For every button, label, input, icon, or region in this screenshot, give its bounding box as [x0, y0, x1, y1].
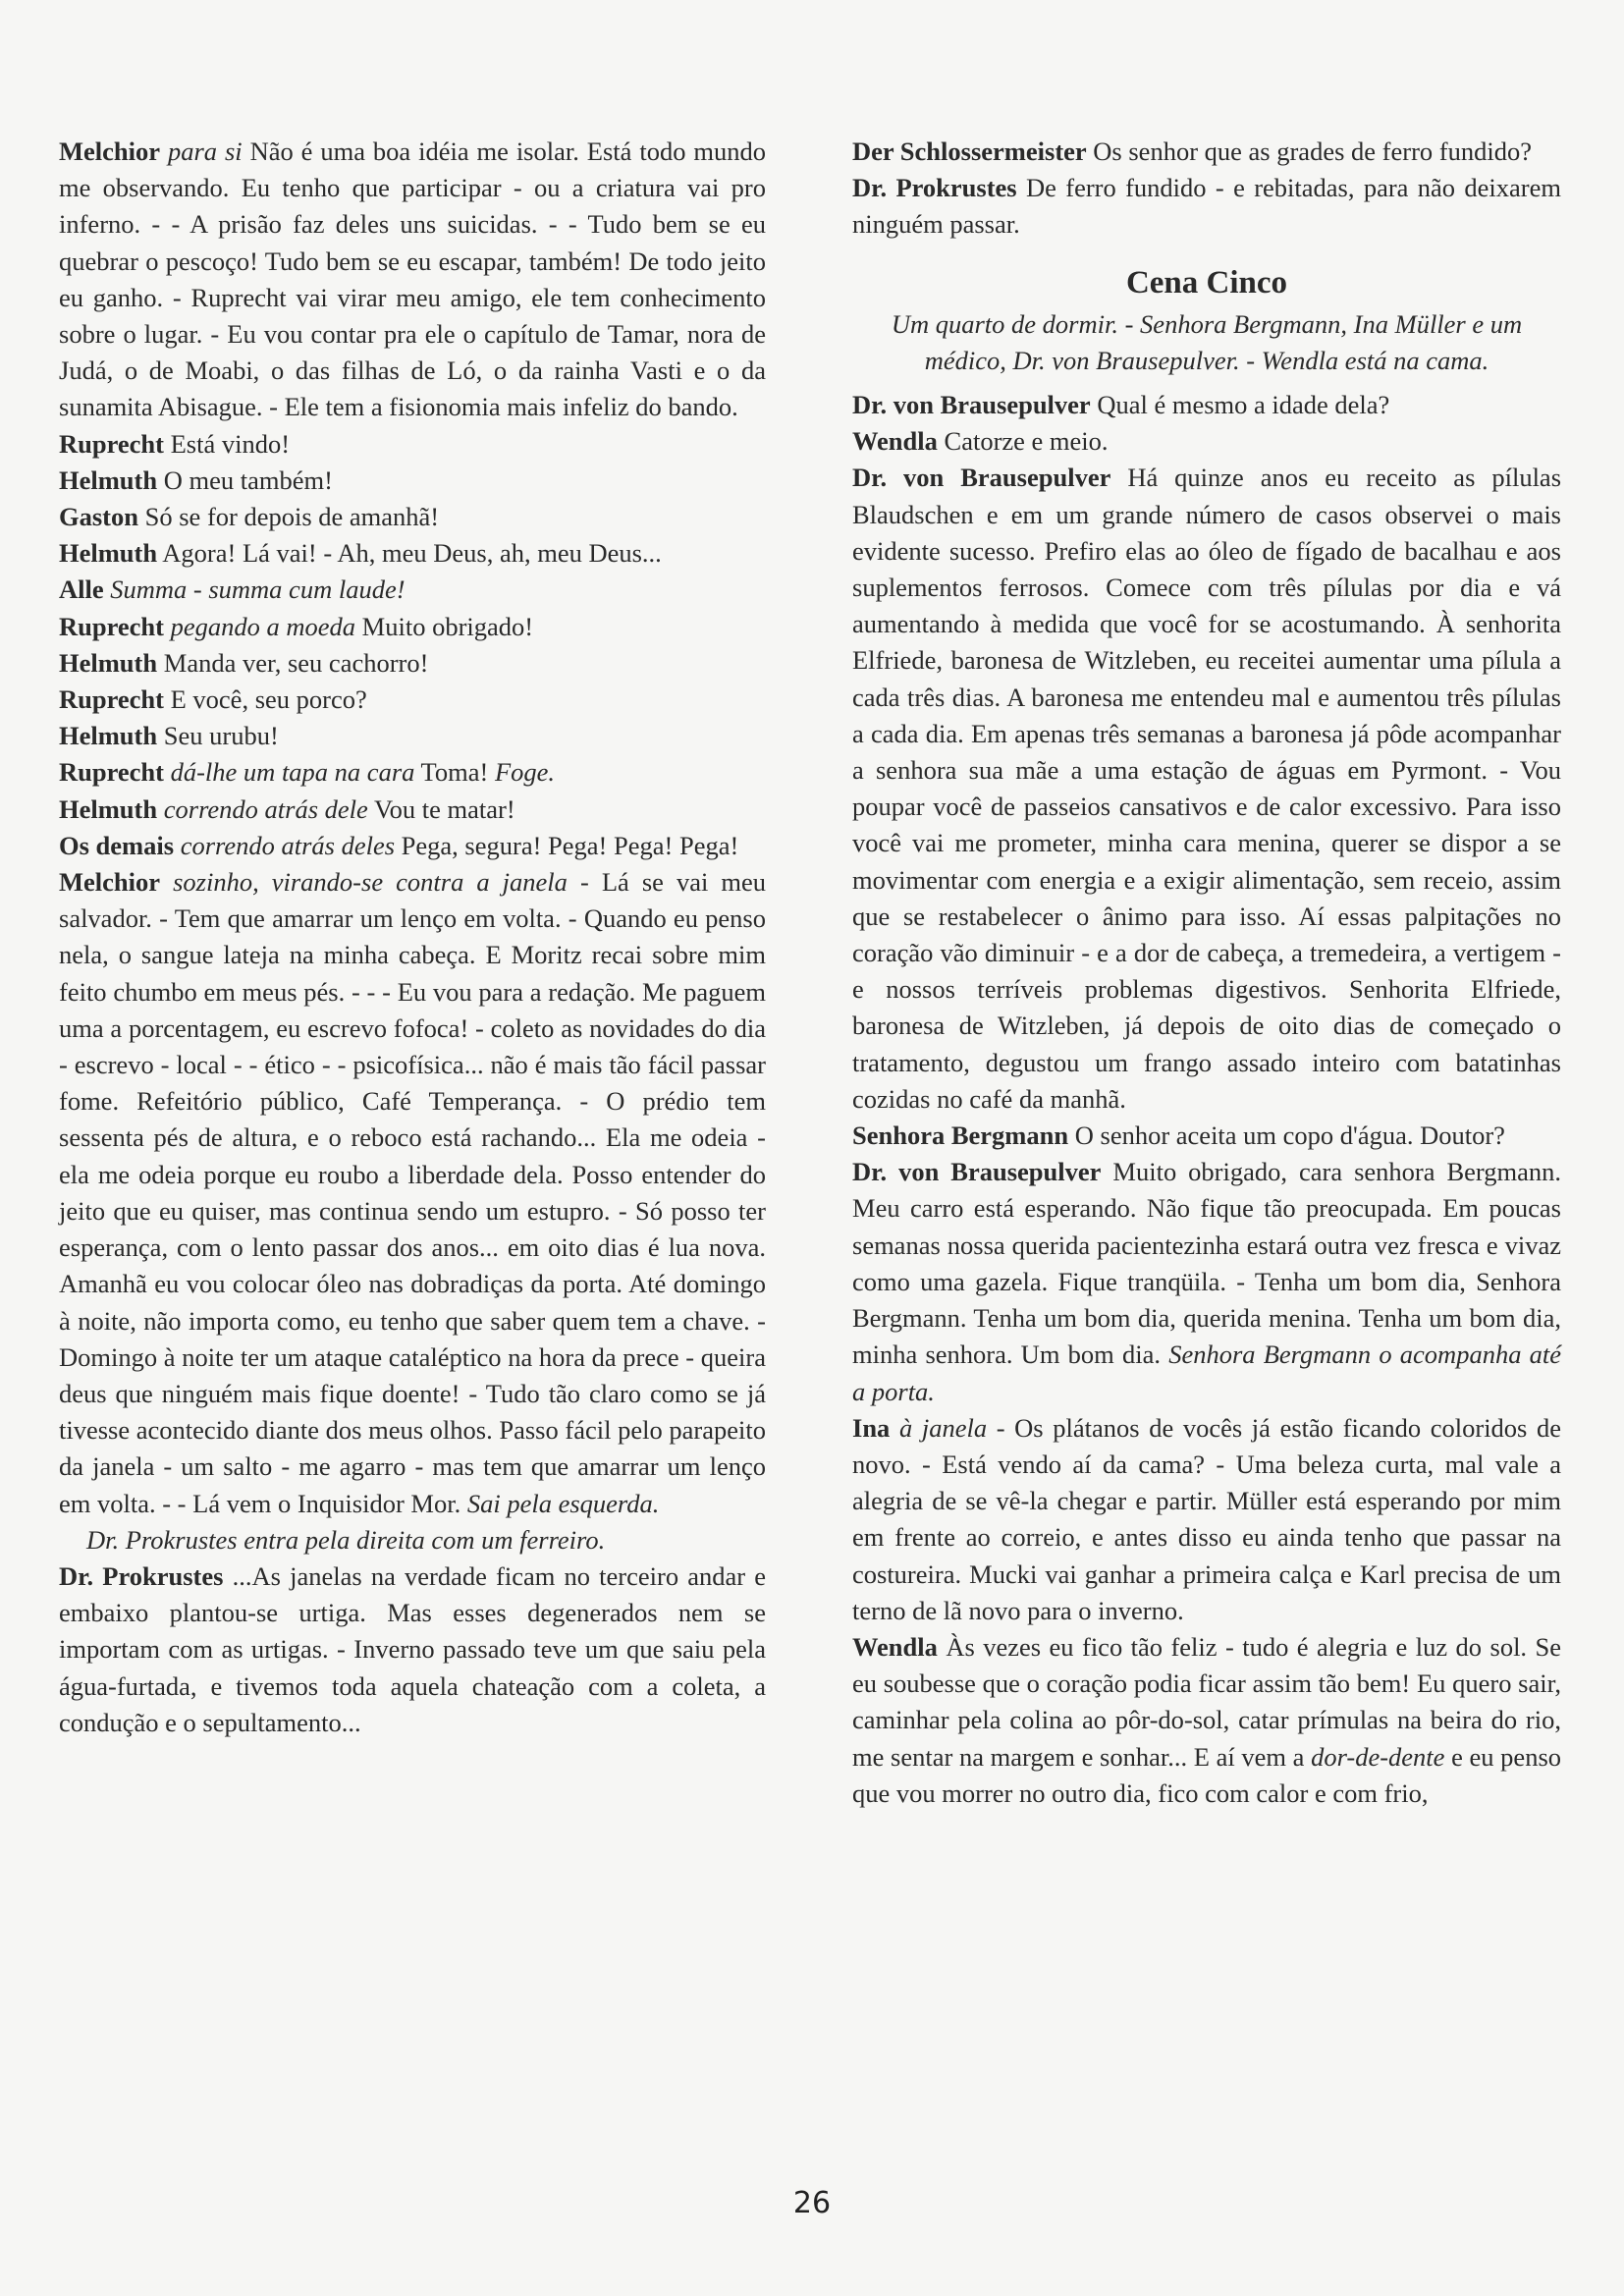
dialogue-line	[852, 387, 1561, 423]
dialogue-line	[59, 792, 766, 828]
speaker-name: Wendla	[852, 1631, 938, 1662]
speaker-name: Dr. von Brausepulver	[852, 1157, 1102, 1187]
speaker-name: Der Schlossermeister	[852, 137, 1087, 166]
dialogue-text: Está vindo!	[170, 428, 291, 459]
speaker-name: Melchior	[59, 867, 161, 898]
dialogue-text: e eu penso que vou morrer no outro dia, fico com calor e com frio,	[852, 1741, 1562, 1808]
dialogue-text: O senhor aceita um copo d'água. Doutor?	[1074, 1121, 1505, 1151]
dialogue-line	[59, 499, 766, 535]
stage-direction: correndo atrás deles	[180, 830, 396, 860]
dialogue-text: Toma!	[420, 757, 489, 788]
dialogue-text: Não é uma boa idéia me isolar. Está todo mundo me observando. Eu tenho que participar - ou a criatura vai pro inferno. - - A prisão faz deles uns suicidas. - - Tudo bem se eu quebrar o pescoço! Tudo bem se eu escapar, também! De todo jeito eu ganho. - Ruprecht vai virar meu amigo, ele tem conhecimento sobre o lugar. - Eu vou contar pra ele o capítulo de Tamar, nora de Judá, o de Moabi, o das filhas de Ló, o da rainha Vasti e o da sunamita Abisague. - Ele tem a fisionomia mais infeliz do bando.	[59, 137, 766, 422]
dialogue-line	[59, 828, 766, 864]
speaker-name: Melchior	[59, 137, 161, 166]
dialogue-text: Catorze e meio.	[944, 426, 1109, 457]
dialogue-text: Há quinze anos eu receito as pílulas Blaudschen e em um grande número de casos observei o mais evidente sucesso. Prefiro elas ao óleo de fígado de bacalhau e aos suplementos ferrosos. Comece com três pílulas por dia e vá aumentando à medida que você for se acostumando. À senhorita Elfriede, baronesa de Witzleben, eu receitei aumentar uma pílula a cada três dias. A baronesa me entendeu mal e aumentou três pílulas a cada dia. Em apenas três semanas a baronesa já pôde acompanhar a senhora sua mãe a uma estação de águas em Pyrmont. - Vou poupar você de passeios cansativos e de calor excessivo. Para isso você vai me prometer, minha cara menina, querer se dispor a se movimentar com energia e a exigir alimentação, sem receio, assim que se restabelecer o ânimo para isso. Aí essas palpitações no coração vão diminuir - e a dor de cabeça, a tremedeira, a vertigem - e nossos terríveis problemas digestivos. Senhorita Elfriede, baronesa de Witzleben, já depois de oito dias de começado o tratamento, degustou um frango assado inteiro com batatinhas cozidas no café da manhã.	[852, 463, 1562, 1114]
dialogue-line	[59, 609, 766, 645]
stage-direction: Summa - summa cum laude!	[110, 574, 406, 605]
stage-direction: Foge.	[494, 757, 556, 788]
speaker-name: Ruprecht	[59, 757, 164, 788]
stage-direction: dá-lhe um tapa na cara	[170, 757, 415, 788]
stage-direction-line: Dr. Prokrustes entra pela direita com um ferreiro.	[86, 1524, 606, 1555]
dialogue-line	[59, 682, 766, 718]
dialogue-line	[852, 170, 1561, 243]
dialogue-text: Às vezes eu fico tão feliz - tudo é alegria e luz do sol. Se eu soubesse que o coração podia ficar assim tão bem! Eu quero sair, caminhar pela colina ao pôr-do-sol, catar prímulas na beira do rio, me sentar na margem e sonhar... E aí vem a	[852, 1631, 1562, 1772]
speaker-name: Helmuth	[59, 793, 158, 824]
speaker-name: Helmuth	[59, 465, 158, 495]
stage-direction: Sai pela esquerda.	[466, 1488, 660, 1518]
dialogue-line	[59, 134, 766, 426]
dialogue-line	[852, 460, 1561, 1118]
dialogue-text: - Os plátanos de vocês já estão ficando coloridos de novo. - Está vendo aí da cama? - Uma beleza curta, mal vale a alegria de se vê-la chegar e partir. Müller está esperando por mim em frente ao correio, e antes disso eu ainda tenho que passar na costureira. Mucki vai ganhar a primeira calça e Karl precisa de um terno de lã novo para o inverno.	[852, 1412, 1562, 1625]
dialogue-text: Pega, segura! Pega! Pega! Pega!	[401, 830, 739, 860]
dialogue-text: Agora! Lá vai! - Ah, meu Deus, ah, meu Deus...	[162, 538, 662, 569]
speaker-name: Dr. von Brausepulver	[852, 390, 1091, 420]
speaker-name: Helmuth	[59, 647, 158, 678]
stage-direction: Senhora Bergmann o acompanha até a porta.	[852, 1339, 1562, 1406]
dialogue-text: De ferro fundido - e rebitadas, para não deixarem ninguém passar.	[852, 173, 1561, 240]
dialogue-text: Vou te matar!	[373, 793, 515, 824]
speaker-name: Dr. Prokrustes	[59, 1560, 224, 1591]
page-number: 26	[792, 2186, 832, 2220]
dialogue-line	[59, 864, 766, 1522]
left-column	[59, 134, 766, 1741]
dialogue-text: Qual é mesmo a idade dela?	[1097, 390, 1390, 420]
speaker-name: Dr. von Brausepulver	[852, 463, 1111, 493]
scene-description: Um quarto de dormir. - Senhora Bergmann, Ina Müller e um médico, Dr. von Brausepulver. - Wendla está na cama.	[891, 308, 1523, 375]
dialogue-line	[59, 535, 766, 572]
dialogue-line	[59, 426, 766, 463]
stage-direction: pegando a moeda	[170, 611, 356, 641]
right-column	[852, 134, 1561, 1812]
stage-direction: dor-de-dente	[1311, 1741, 1445, 1772]
dialogue-text: - Lá se vai meu salvador. - Tem que amarrar um lenço em volta. - Quando eu penso nela, o sangue lateja na minha cabeça. E Moritz recai sobre mim feito chumbo em meus pés. - - - Eu vou para a redação. Me paguem uma a porcentagem, eu escrevo fofoca! - coleto as novidades do dia - escrevo - local - - ético - - psicofísica... não é mais tão fácil passar fome. Refeitório público, Café Temperança. - O prédio tem sessenta pés de altura, e o reboco está rachando... Ela me odeia - ela me odeia porque eu roubo a liberdade dela. Posso entender do jeito que eu quiser, mas continua sendo um estupro. - Só posso ter esperança, com o lento passar dos anos... em oito dias é lua nova. Amanhã eu vou colocar óleo nas dobradiças da porta. Até domingo à noite, não importa como, eu tenho que saber quem tem a chave. - Domingo à noite ter um ataque cataléptico na hora da prece - queira deus que ninguém mais fique doente! - Tudo tão claro como se já tivesse acontecido diante dos meus olhos. Passo fácil pelo parapeito da janela - um salto - me agarro - mas tem que amarrar um lenço em volta. - - Lá vem o Inquisidor Mor.	[59, 867, 767, 1518]
dialogue-line	[852, 1118, 1561, 1154]
dialogue-text: ...As janelas na verdade ficam no terceiro andar e embaixo plantou-se urtiga. Mas esses degenerados nem se importam com as urtigas. - Inverno passado teve um que saiu pela água-furtada, e tivemos toda aquela chateação com a coleta, a condução e o sepultamento...	[59, 1560, 767, 1737]
speaker-name: Alle	[59, 574, 104, 605]
dialogue-text: Muito obrigado!	[361, 611, 534, 641]
speaker-name: Ruprecht	[59, 684, 164, 715]
speaker-name: Helmuth	[59, 721, 158, 751]
dialogue-line	[852, 423, 1561, 460]
dialogue-line	[59, 754, 766, 791]
speaker-name: Dr. Prokrustes	[852, 173, 1017, 203]
speaker-name: Senhora Bergmann	[852, 1121, 1069, 1151]
dialogue-line	[59, 645, 766, 682]
stage-direction: sozinho, virando-se contra a janela	[173, 867, 568, 898]
speaker-name: Helmuth	[59, 538, 158, 569]
speaker-name: Wendla	[852, 426, 938, 457]
dialogue-line	[852, 134, 1561, 170]
stage-direction: para si	[167, 137, 243, 166]
speaker-name: Ruprecht	[59, 611, 164, 641]
stage-direction: correndo atrás dele	[163, 793, 368, 824]
speaker-name: Os demais	[59, 830, 175, 860]
dialogue-text: Só se for depois de amanhã!	[144, 502, 440, 532]
scene-title: Cena Cinco	[1125, 264, 1288, 301]
dialogue-text: Seu urubu!	[163, 721, 279, 751]
dialogue-line	[852, 1154, 1561, 1409]
speaker-name: Ruprecht	[59, 428, 164, 459]
dialogue-text: Muito obrigado, cara senhora Bergmann. Meu carro está esperando. Não fique tão preocupada. Em poucas semanas nossa querida pacientezinha estará outra vez fresca e vivaz como uma gazela. Fique tranqüila. - Tenha um bom dia, Senhora Bergmann. Tenha um bom dia, querida menina. Tenha um bom dia, minha senhora. Um bom dia.	[852, 1157, 1562, 1370]
stage-direction: à janela	[898, 1412, 988, 1443]
spacer	[852, 244, 1561, 261]
speaker-name: Gaston	[59, 502, 138, 532]
dialogue-line	[852, 1629, 1561, 1812]
dialogue-text: Manda ver, seu cachorro!	[163, 647, 429, 678]
dialogue-text: E você, seu porco?	[170, 684, 367, 715]
speaker-name: Ina	[852, 1412, 891, 1443]
dialogue-line	[852, 1410, 1561, 1629]
dialogue-line	[59, 718, 766, 754]
dialogue-text: Os senhor que as grades de ferro fundido?	[1093, 137, 1532, 166]
dialogue-line	[59, 463, 766, 499]
dialogue-line	[59, 572, 766, 608]
dialogue-text: O meu também!	[163, 465, 333, 495]
dialogue-line	[59, 1558, 766, 1741]
